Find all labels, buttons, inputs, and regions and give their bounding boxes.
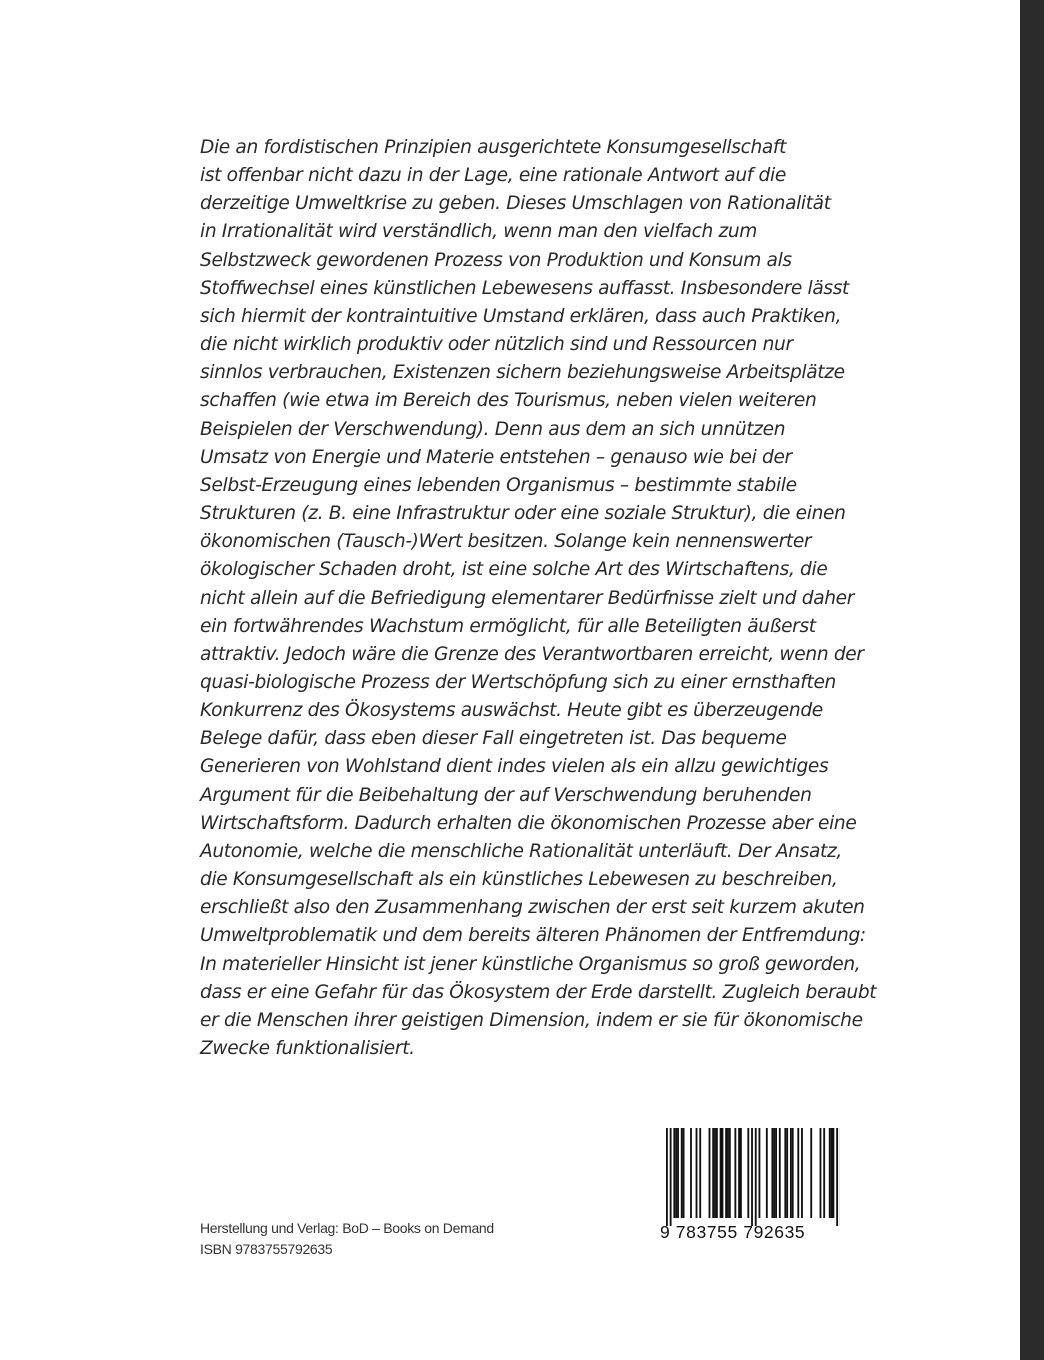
blurb-line: Autonomie, welche die menschliche Rationalität unterläuft. Der Ansatz,	[200, 840, 842, 862]
barcode-bar	[738, 1128, 740, 1218]
barcode-bar	[666, 1128, 668, 1226]
barcode-bar	[790, 1128, 792, 1218]
blurb-line: die Konsumgesellschaft als ein künstliches Lebewesen zu beschreiben,	[200, 869, 838, 891]
barcode-bar	[683, 1128, 685, 1218]
barcode-bar	[699, 1128, 701, 1218]
blurb-line: Wirtschaftsform. Dadurch erhalten die ökonomischen Prozesse aber eine	[200, 812, 857, 834]
blurb-line: Selbstzweck gewordenen Prozess von Produktion und Konsum als	[200, 249, 792, 271]
blurb-line: schaffen (wie etwa im Bereich des Tourismus, neben vielen weiteren	[200, 390, 817, 412]
barcode-bar	[759, 1128, 761, 1218]
blurb-line: ist offenbar nicht dazu in der Lage, eine rationale Antwort auf die	[200, 165, 786, 187]
blurb-line: in Irrationalität wird verständlich, wenn man den vielfach zum	[200, 221, 758, 243]
barcode-bar	[831, 1128, 833, 1218]
blurb-line: In materieller Hinsicht ist jener künstliche Organismus so groß geworden,	[200, 953, 861, 975]
barcode-bar	[820, 1128, 822, 1218]
barcode-bar	[773, 1128, 775, 1218]
barcode-bar	[801, 1128, 803, 1218]
barcode-bar	[775, 1128, 777, 1218]
barcode-bar	[833, 1128, 835, 1218]
imprint-block	[200, 1218, 494, 1260]
barcode-bar	[727, 1128, 729, 1218]
barcode-bar	[696, 1128, 698, 1218]
barcode-bar	[771, 1128, 773, 1218]
blurb-line: Argument für die Beibehaltung der auf Verschwendung beruhenden	[200, 784, 812, 806]
barcode-bar	[810, 1128, 812, 1218]
barcode-bars	[660, 1126, 840, 1226]
blurb-line: quasi-biologische Prozess der Wertschöpfung sich zu einer ernsthaften	[200, 671, 836, 693]
barcode-bar	[740, 1128, 742, 1218]
barcode-bar	[836, 1128, 838, 1226]
blurb-line: ein fortwährendes Wachstum ermöglicht, für alle Beteiligten äußerst	[200, 615, 816, 637]
blurb-line: Stoffwechsel eines künstlichen Lebewesens auffasst. Insbesondere lässt	[200, 277, 849, 299]
blurb-line: er die Menschen ihrer geistigen Dimension, indem er sie für ökonomische	[200, 1009, 863, 1031]
barcode-bar	[720, 1128, 722, 1218]
blurb-line: Umweltproblematik und dem bereits älteren Phänomen der Entfremdung:	[200, 925, 866, 947]
barcode-bar	[784, 1128, 786, 1218]
blurb-line: sich hiermit der kontraintuitive Umstand erklären, dass auch Praktiken,	[200, 305, 842, 327]
blurb-line: Konkurrenz des Ökosystems auswächst. Heute gibt es überzeugende	[200, 700, 823, 722]
barcode-bar	[797, 1128, 799, 1218]
barcode-bar	[729, 1128, 731, 1218]
blurb-line: die nicht wirklich produktiv oder nützlich sind und Ressourcen nur	[200, 334, 793, 356]
barcode-bar	[677, 1128, 679, 1218]
barcode-bar	[734, 1128, 736, 1218]
blurb-line: dass er eine Gefahr für das Ökosystem der Erde darstellt. Zugleich beraubt	[200, 981, 877, 1003]
blurb-line: erschließt also den Zusammenhang zwischen der erst seit kurzem akuten	[200, 897, 865, 919]
blurb-line: Umsatz von Energie und Materie entstehen – genauso wie bei der	[200, 446, 792, 468]
blurb-line: Generieren von Wohlstand dient indes vielen als ein allzu gewichtiges	[200, 756, 829, 778]
barcode-bar	[716, 1128, 718, 1218]
barcode-bar	[670, 1128, 672, 1226]
barcode-bar	[823, 1128, 825, 1218]
blurb-line: Die an fordistischen Prinzipien ausgerichtete Konsumgesellschaft	[200, 137, 787, 158]
barcode-bar	[725, 1128, 727, 1218]
spine-edge-strip	[1020, 0, 1044, 1360]
barcode-bar	[786, 1128, 788, 1218]
barcode-bar	[747, 1128, 749, 1218]
barcode-bar	[714, 1128, 716, 1218]
blurb-line: Belege dafür, dass eben dieser Fall eingetreten ist. Das bequeme	[200, 728, 787, 750]
blurb-line: ökonomischen (Tausch-)Wert besitzen. Solange kein nennenswerter	[200, 531, 812, 553]
isbn-barcode	[660, 1126, 840, 1246]
barcode-bar	[766, 1128, 768, 1218]
barcode-bar	[681, 1128, 683, 1218]
blurb-line: sinnlos verbrauchen, Existenzen sichern beziehungsweise Arbeitsplätze	[200, 362, 845, 384]
blurb-line: derzeitige Umweltkrise zu geben. Dieses Umschlagen von Rationalität	[200, 193, 831, 215]
barcode-bar	[792, 1128, 794, 1218]
barcode-bar	[829, 1128, 831, 1218]
blurb-line: Strukturen (z. B. eine Infrastruktur oder eine soziale Struktur), die einen	[200, 503, 846, 525]
barcode-bar	[673, 1128, 675, 1218]
isbn-line: ISBN 9783755792635	[200, 1241, 333, 1257]
blurb-line: nicht allein auf die Befriedigung elementarer Bedürfnisse zielt und daher	[200, 587, 855, 609]
barcode-bar	[722, 1128, 724, 1218]
blurb-line: ökologischer Schaden droht, ist eine solche Art des Wirtschaftens, die	[200, 559, 828, 581]
barcode-bar	[675, 1128, 677, 1218]
barcode-digits: 9 783755 792635	[660, 1222, 806, 1242]
barcode-bar	[779, 1128, 781, 1218]
blurb-line: Zwecke funktionalisiert.	[200, 1038, 415, 1059]
blurb-line: Beispielen der Verschwendung). Denn aus dem an sich unnützen	[200, 418, 786, 440]
back-cover-blurb	[200, 134, 877, 1063]
barcode-bar	[755, 1128, 757, 1226]
barcode-bar	[690, 1128, 692, 1218]
barcode-bar	[751, 1128, 753, 1226]
blurb-line: attraktiv. Jedoch wäre die Grenze des Verantwortbaren erreicht, wenn der	[200, 643, 864, 665]
blurb-line: Selbst-Erzeugung eines lebenden Organismus – bestimmte stabile	[200, 474, 797, 496]
barcode-bar	[709, 1128, 711, 1218]
barcode-bar	[712, 1128, 714, 1218]
publisher-line: Herstellung und Verlag: BoD – Books on Demand	[200, 1220, 494, 1236]
